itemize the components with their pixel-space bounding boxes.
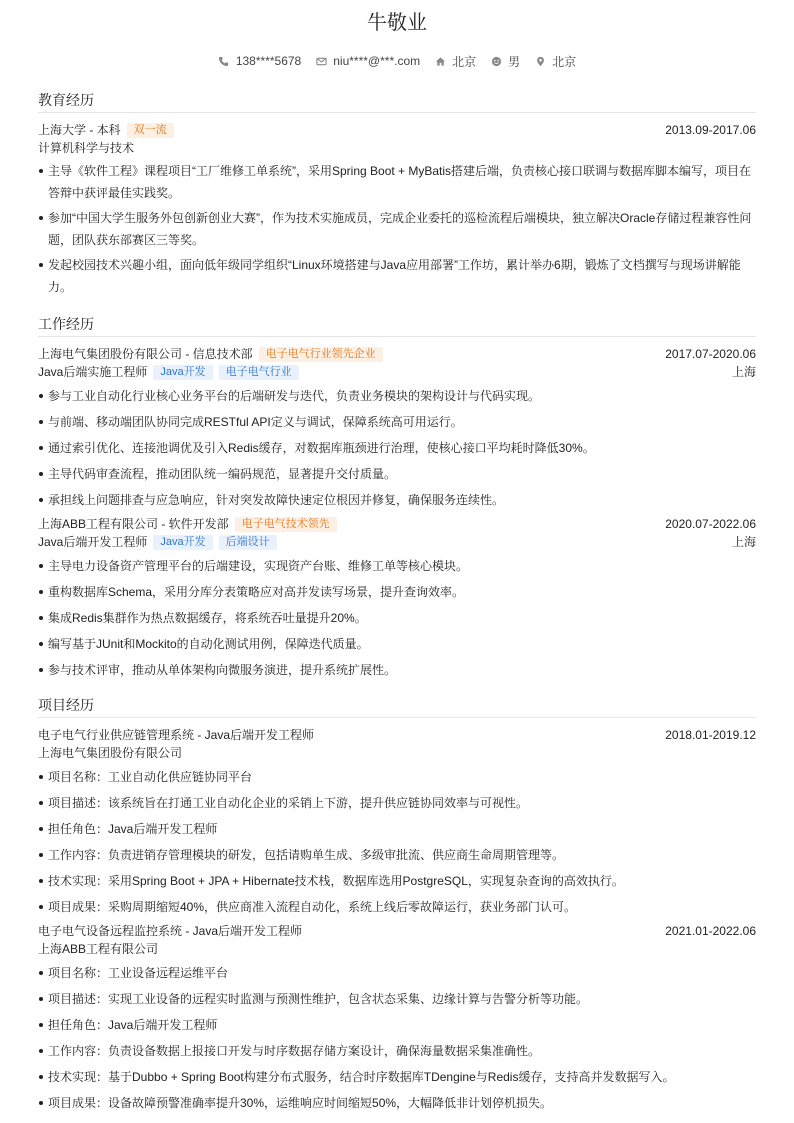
project-title: 电子电气设备远程监控系统 - Java后端开发工程师	[38, 924, 303, 938]
contact-email	[315, 54, 420, 68]
list-item: 主导《软件工程》课程项目“工厂维修工单系统”，采用Spring Boot + MyBatis搭建后端，负责核心接口联调与数据库脚本编写，项目在答辩中获评最佳实践奖。	[38, 160, 756, 204]
contact-gender	[490, 53, 520, 70]
projects-title: 项目经历	[38, 695, 756, 718]
project-company: 上海电气集团股份有限公司	[38, 746, 183, 760]
job-date: 2020.07-2022.06	[665, 517, 756, 531]
school-tag: 双一流	[127, 123, 174, 138]
project-company-row	[38, 744, 756, 762]
contact-home	[434, 53, 476, 70]
list-item: 技术实现：采用Spring Boot + JPA + Hibernate技术栈，数据库选用PostgreSQL，实现复杂查询的高效执行。	[38, 870, 756, 892]
education-major: 计算机科学与技术	[38, 141, 135, 155]
education-major-row	[38, 139, 756, 157]
resume-name: 牛敬业	[367, 12, 427, 34]
work-section	[38, 314, 756, 681]
project-title: 电子电气行业供应链管理系统 - Java后端开发工程师	[38, 728, 315, 742]
job-header	[38, 345, 756, 363]
job-company: 上海电气集团股份有限公司 - 信息技术部	[38, 347, 253, 361]
job-city: 上海	[731, 535, 756, 549]
education-bullets	[38, 160, 756, 298]
list-item: 项目成果：采购周期缩短40%，供应商准入流程自动化，系统上线后零故障运行，获业务部门认可。	[38, 896, 756, 918]
email-text: niu****@***.com	[333, 54, 421, 68]
list-item: 承担线上问题排查与应急响应，针对突发故障快速定位根因并修复，确保服务连续性。	[38, 489, 756, 511]
skill-tag: 后端设计	[219, 535, 277, 550]
list-item: 主导电力设备资产管理平台的后端建设，实现资产台账、维修工单等核心模块。	[38, 555, 756, 577]
list-item: 主导代码审查流程，推动团队统一编码规范，显著提升交付质量。	[38, 463, 756, 485]
list-item: 通过索引优化、连接池调优及引入Redis缓存，对数据库瓶颈进行治理，使核心接口平均耗时降低30%。	[38, 437, 756, 459]
list-item: 项目名称：工业设备远程运维平台	[38, 962, 756, 984]
list-item: 集成Redis集群作为热点数据缓存，将系统吞吐量提升20%。	[38, 607, 756, 629]
list-item: 工作内容：负责进销存管理模块的研发，包括请购单生成、多级审批流、供应商生命周期管理等。	[38, 844, 756, 866]
job-item	[38, 345, 756, 511]
work-title: 工作经历	[38, 314, 756, 337]
education-section	[38, 90, 756, 298]
location-pin-icon	[534, 55, 546, 67]
project-company: 上海ABB工程有限公司	[38, 942, 159, 956]
list-item: 担任角色：Java后端开发工程师	[38, 1014, 756, 1036]
gender-text: 男	[508, 54, 521, 69]
face-icon	[490, 55, 502, 67]
list-item: 项目描述：实现工业设备的远程实时监测与预测性维护，包含状态采集、边缘计算与告警分析等功能。	[38, 988, 756, 1010]
job-role: Java后端开发工程师	[38, 535, 148, 549]
job-role: Java后端实施工程师	[38, 365, 148, 379]
list-item: 项目名称：工业自动化供应链协同平台	[38, 766, 756, 788]
project-date: 2021.01-2022.06	[665, 924, 756, 938]
contact-bar	[38, 52, 756, 70]
list-item: 参加“中国大学生服务外包创新创业大赛”，作为技术实施成员，完成企业委托的巡检流程后端模块，独立解决Oracle存储过程兼容性问题，团队获东部赛区三等奖。	[38, 207, 756, 251]
job-city: 上海	[731, 365, 756, 379]
list-item: 项目成果：设备故障预警准确率提升30%，运维响应时间缩短50%，大幅降低非计划停机损失。	[38, 1092, 756, 1114]
project-item	[38, 726, 756, 918]
project-header	[38, 726, 756, 744]
list-item: 编写基于JUnit和Mockito的自动化测试用例，保障迭代质量。	[38, 633, 756, 655]
list-item: 重构数据库Schema，采用分库分表策略应对高并发读写场景，提升查询效率。	[38, 581, 756, 603]
project-date: 2018.01-2019.12	[665, 728, 756, 742]
mail-icon	[315, 55, 327, 67]
list-item: 与前端、移动端团队协同完成RESTful API定义与调试，保障系统高可用运行。	[38, 411, 756, 433]
list-item: 参与技术评审，推动从单体架构向微服务演进，提升系统扩展性。	[38, 659, 756, 681]
skill-tag: 电子电气行业	[219, 365, 299, 380]
project-header	[38, 922, 756, 940]
company-tag: 电子电气行业领先企业	[259, 347, 383, 362]
contact-phone	[218, 54, 301, 68]
job-company: 上海ABB工程有限公司 - 软件开发部	[38, 517, 229, 531]
list-item: 技术实现：基于Dubbo + Spring Boot构建分布式服务，结合时序数据库TDengine与Redis缓存，支持高并发数据写入。	[38, 1066, 756, 1088]
job-date: 2017.07-2020.06	[665, 347, 756, 361]
job-bullets	[38, 555, 756, 681]
job-bullets	[38, 385, 756, 511]
education-header	[38, 121, 756, 139]
list-item: 项目描述：该系统旨在打通工业自动化企业的采销上下游，提升供应链协同效率与可视性。	[38, 792, 756, 814]
list-item: 参与工业自动化行业核心业务平台的后端研发与迭代，负责业务模块的架构设计与代码实现。	[38, 385, 756, 407]
job-header	[38, 515, 756, 533]
contact-location	[534, 53, 576, 70]
home-icon	[434, 55, 446, 67]
skill-tag: Java开发	[153, 365, 212, 380]
project-item	[38, 922, 756, 1114]
list-item: 担任角色：Java后端开发工程师	[38, 818, 756, 840]
company-tag: 电子电气技术领先	[235, 517, 337, 532]
education-title: 教育经历	[38, 90, 756, 113]
phone-text: 138****5678	[235, 54, 302, 68]
skill-tag: Java开发	[153, 535, 212, 550]
list-item: 工作内容：负责设备数据上报接口开发与时序数据存储方案设计，确保海量数据采集准确性。	[38, 1040, 756, 1062]
project-company-row	[38, 940, 756, 958]
list-item: 发起校园技术兴趣小组，面向低年级同学组织“Linux环境搭建与Java应用部署”工作坊，累计举办6期，锻炼了文档撰写与现场讲解能力。	[38, 254, 756, 298]
home-text: 北京	[452, 54, 477, 69]
project-bullets	[38, 962, 756, 1114]
job-item	[38, 515, 756, 681]
projects-section	[38, 695, 756, 1114]
project-bullets	[38, 766, 756, 918]
job-role-row	[38, 533, 756, 551]
school-name: 上海大学 - 本科	[38, 123, 121, 137]
phone-icon	[218, 55, 230, 67]
location-text: 北京	[552, 54, 577, 69]
education-date: 2013.09-2017.06	[665, 123, 756, 137]
job-role-row	[38, 363, 756, 381]
